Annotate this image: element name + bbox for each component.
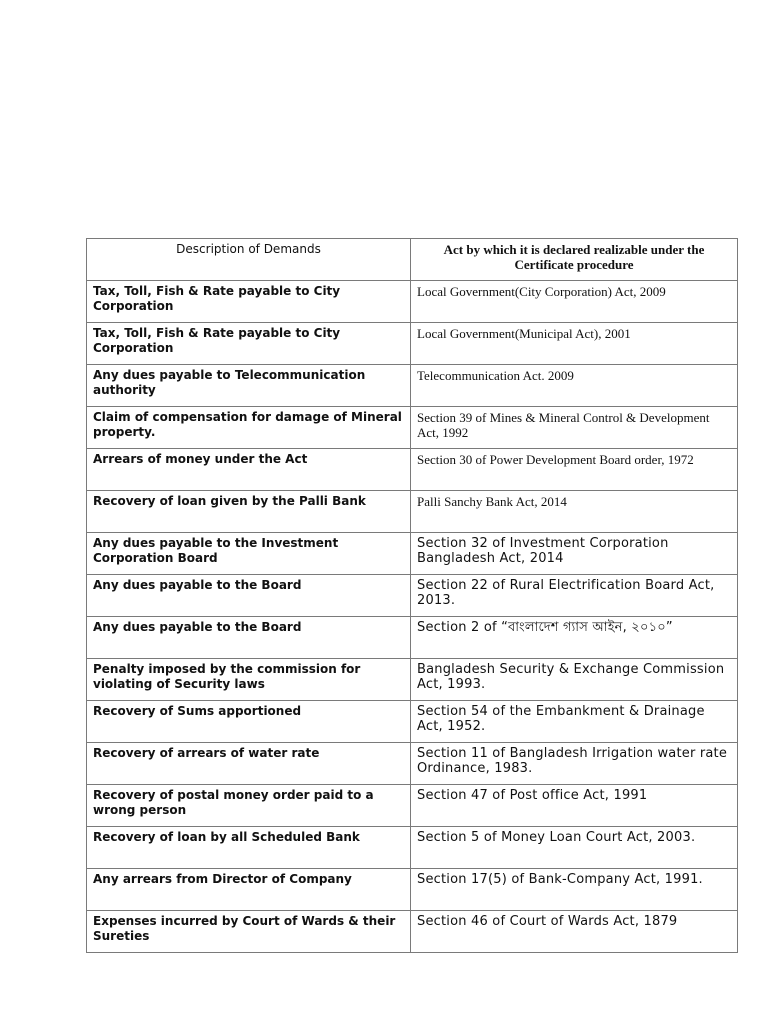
realizing-act: Bangladesh Security & Exchange Commission Act, 1993. [411,659,738,701]
table-row [87,827,738,869]
table-row [87,449,738,491]
demand-description: Any dues payable to the Board [87,575,411,617]
demand-description: Any dues payable to Telecommunication authority [87,365,411,407]
demand-description: Any dues payable to the Board [87,617,411,659]
demand-description: Tax, Toll, Fish & Rate payable to City Corporation [87,323,411,365]
table-row [87,323,738,365]
column-header-act: Act by which it is declared realizable under the Certificate procedure [411,239,738,281]
demand-description: Expenses incurred by Court of Wards & their Sureties [87,911,411,953]
realizing-act: Section 47 of Post office Act, 1991 [411,785,738,827]
column-header-description: Description of Demands [87,239,411,281]
realizing-act: Section 39 of Mines & Mineral Control & Development Act, 1992 [411,407,738,449]
table-row [87,659,738,701]
demand-description: Claim of compensation for damage of Mineral property. [87,407,411,449]
table-row [87,701,738,743]
demand-description: Recovery of loan given by the Palli Bank [87,491,411,533]
realizing-act: Section 5 of Money Loan Court Act, 2003. [411,827,738,869]
realizing-act: Section 46 of Court of Wards Act, 1879 [411,911,738,953]
table-row [87,533,738,575]
demand-description: Recovery of postal money order paid to a wrong person [87,785,411,827]
realizing-act: Section 11 of Bangladesh Irrigation water rate Ordinance, 1983. [411,743,738,785]
realizing-act: Section 22 of Rural Electrification Board Act, 2013. [411,575,738,617]
demand-description: Arrears of money under the Act [87,449,411,491]
demand-description: Tax, Toll, Fish & Rate payable to City Corporation [87,281,411,323]
table-header-row [87,239,738,281]
demand-description: Any arrears from Director of Company [87,869,411,911]
table-row [87,575,738,617]
table-row [87,491,738,533]
table-row [87,281,738,323]
realizing-act: Section 30 of Power Development Board order, 1972 [411,449,738,491]
demands-table [86,238,738,953]
realizing-act: Section 54 of the Embankment & Drainage Act, 1952. [411,701,738,743]
table-row [87,743,738,785]
table-row [87,365,738,407]
table-row [87,911,738,953]
demand-description: Recovery of loan by all Scheduled Bank [87,827,411,869]
demand-description: Recovery of arrears of water rate [87,743,411,785]
table-row [87,869,738,911]
demand-description: Recovery of Sums apportioned [87,701,411,743]
realizing-act: Section 32 of Investment Corporation Bangladesh Act, 2014 [411,533,738,575]
table-row [87,617,738,659]
realizing-act: Local Government(Municipal Act), 2001 [411,323,738,365]
realizing-act: Telecommunication Act. 2009 [411,365,738,407]
demand-description: Penalty imposed by the commission for violating of Security laws [87,659,411,701]
demand-description: Any dues payable to the Investment Corporation Board [87,533,411,575]
table-row [87,785,738,827]
table-row [87,407,738,449]
realizing-act: Local Government(City Corporation) Act, 2009 [411,281,738,323]
realizing-act: Section 2 of “বাংলাদেশ গ্যাস আইন, ২০১০” [411,617,738,659]
realizing-act: Section 17(5) of Bank-Company Act, 1991. [411,869,738,911]
realizing-act: Palli Sanchy Bank Act, 2014 [411,491,738,533]
